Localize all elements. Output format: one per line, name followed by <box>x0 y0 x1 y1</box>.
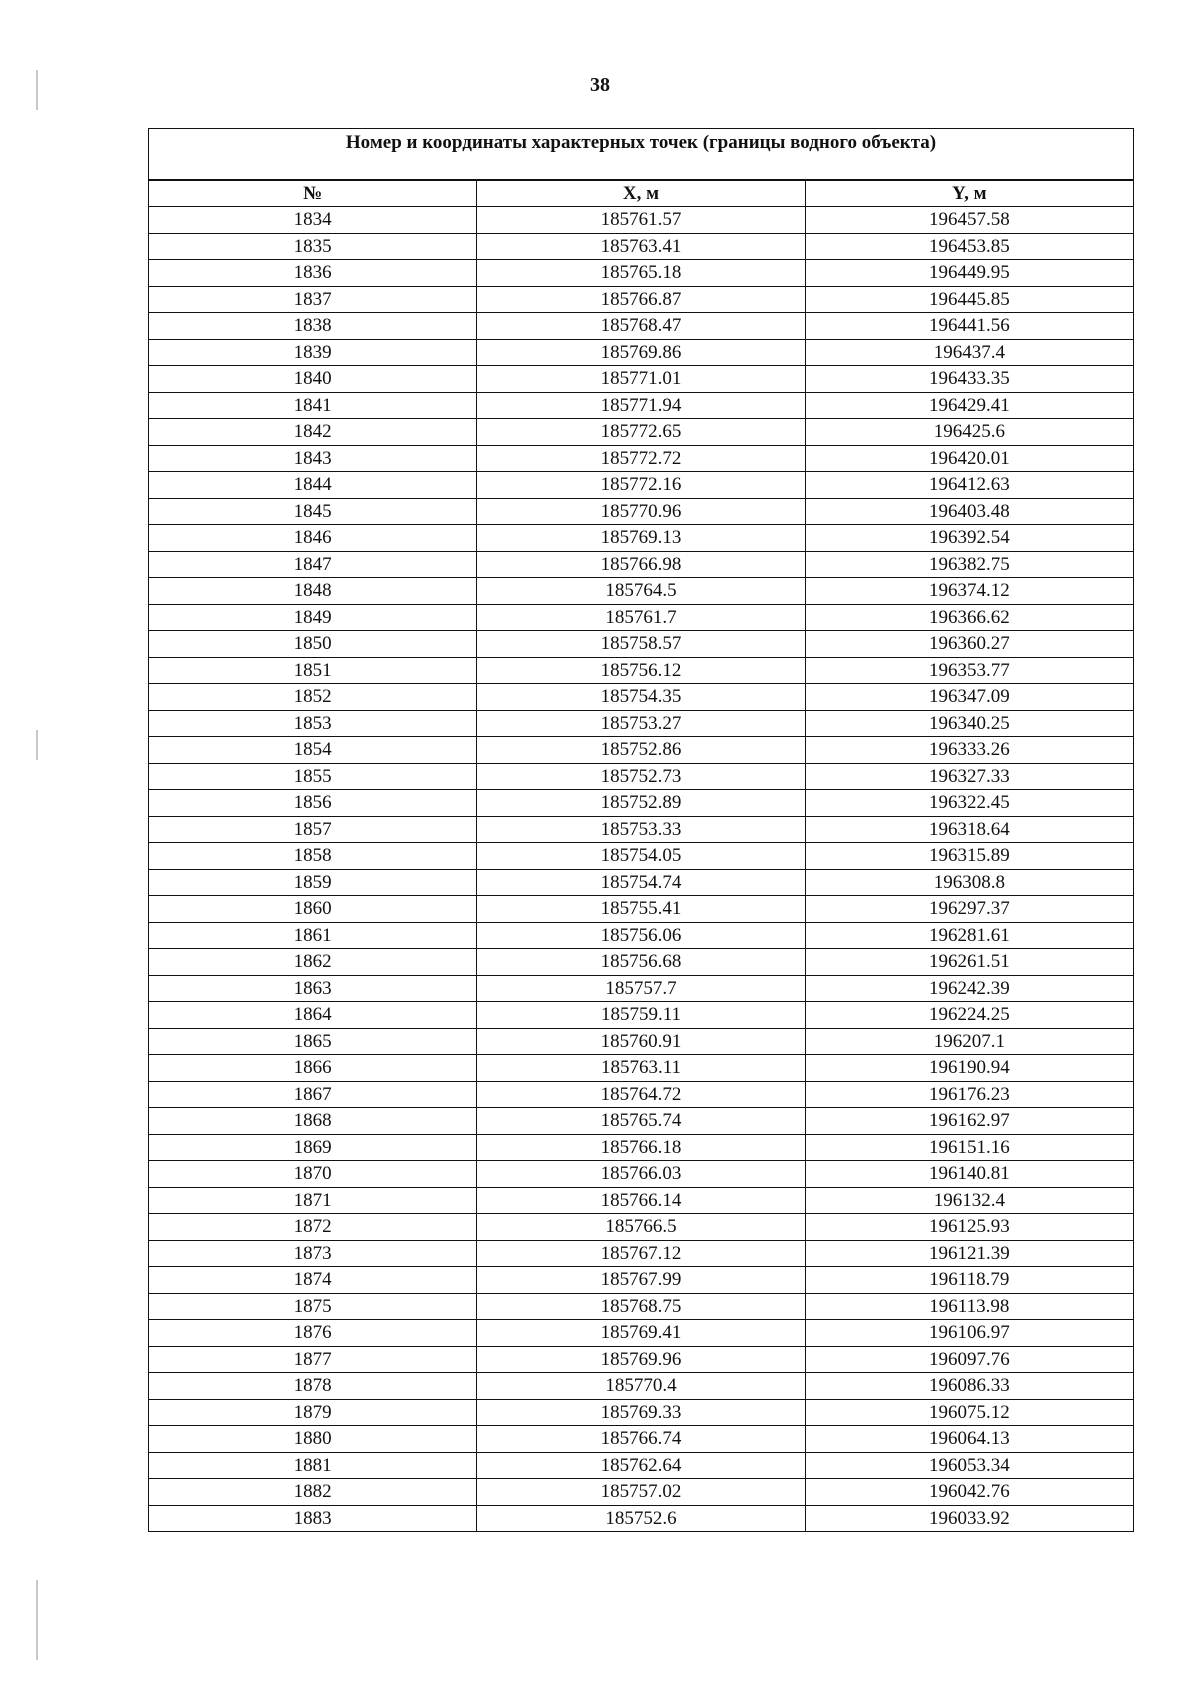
table-title: Номер и координаты характерных точек (границы водного объекта) <box>149 129 1134 181</box>
x-coordinate-cell: 185755.41 <box>477 896 805 923</box>
point-number-cell: 1876 <box>149 1320 477 1347</box>
table-row <box>149 1081 1134 1108</box>
y-coordinate-cell: 196297.37 <box>805 896 1133 923</box>
table-row <box>149 684 1134 711</box>
point-number-cell: 1846 <box>149 525 477 552</box>
y-coordinate-cell: 196437.4 <box>805 339 1133 366</box>
point-number-cell: 1881 <box>149 1452 477 1479</box>
x-coordinate-cell: 185765.18 <box>477 260 805 287</box>
y-coordinate-cell: 196360.27 <box>805 631 1133 658</box>
y-coordinate-cell: 196113.98 <box>805 1293 1133 1320</box>
x-coordinate-cell: 185756.12 <box>477 657 805 684</box>
y-coordinate-cell: 196420.01 <box>805 445 1133 472</box>
table-row <box>149 286 1134 313</box>
table-row <box>149 1267 1134 1294</box>
x-coordinate-cell: 185766.14 <box>477 1187 805 1214</box>
y-coordinate-cell: 196322.45 <box>805 790 1133 817</box>
table-row <box>149 949 1134 976</box>
scan-edge-mark-mid <box>36 730 38 760</box>
x-coordinate-cell: 185766.87 <box>477 286 805 313</box>
point-number-cell: 1866 <box>149 1055 477 1082</box>
point-number-cell: 1848 <box>149 578 477 605</box>
x-coordinate-cell: 185771.01 <box>477 366 805 393</box>
y-coordinate-cell: 196353.77 <box>805 657 1133 684</box>
table-row <box>149 975 1134 1002</box>
y-coordinate-cell: 196333.26 <box>805 737 1133 764</box>
x-coordinate-cell: 185763.41 <box>477 233 805 260</box>
y-coordinate-cell: 196176.23 <box>805 1081 1133 1108</box>
y-coordinate-cell: 196315.89 <box>805 843 1133 870</box>
y-coordinate-cell: 196429.41 <box>805 392 1133 419</box>
y-coordinate-cell: 196374.12 <box>805 578 1133 605</box>
point-number-cell: 1861 <box>149 922 477 949</box>
y-coordinate-cell: 196441.56 <box>805 313 1133 340</box>
point-number-cell: 1847 <box>149 551 477 578</box>
coordinates-table <box>148 128 1134 1532</box>
page-number: 38 <box>590 74 610 96</box>
y-coordinate-cell: 196366.62 <box>805 604 1133 631</box>
y-coordinate-cell: 196318.64 <box>805 816 1133 843</box>
x-coordinate-cell: 185770.96 <box>477 498 805 525</box>
point-number-cell: 1863 <box>149 975 477 1002</box>
column-header-y: Y, м <box>805 180 1133 207</box>
point-number-cell: 1860 <box>149 896 477 923</box>
x-coordinate-cell: 185768.47 <box>477 313 805 340</box>
point-number-cell: 1842 <box>149 419 477 446</box>
x-coordinate-cell: 185757.7 <box>477 975 805 1002</box>
y-coordinate-cell: 196125.93 <box>805 1214 1133 1241</box>
y-coordinate-cell: 196064.13 <box>805 1426 1133 1453</box>
point-number-cell: 1843 <box>149 445 477 472</box>
y-coordinate-cell: 196327.33 <box>805 763 1133 790</box>
y-coordinate-cell: 196042.76 <box>805 1479 1133 1506</box>
table-row <box>149 869 1134 896</box>
y-coordinate-cell: 196425.6 <box>805 419 1133 446</box>
x-coordinate-cell: 185753.33 <box>477 816 805 843</box>
x-coordinate-cell: 185766.5 <box>477 1214 805 1241</box>
table-row <box>149 816 1134 843</box>
y-coordinate-cell: 196097.76 <box>805 1346 1133 1373</box>
table-row <box>149 313 1134 340</box>
x-coordinate-cell: 185761.7 <box>477 604 805 631</box>
point-number-cell: 1850 <box>149 631 477 658</box>
table-row <box>149 260 1134 287</box>
y-coordinate-cell: 196162.97 <box>805 1108 1133 1135</box>
table-row <box>149 1293 1134 1320</box>
table-row <box>149 1426 1134 1453</box>
y-coordinate-cell: 196242.39 <box>805 975 1133 1002</box>
x-coordinate-cell: 185753.27 <box>477 710 805 737</box>
point-number-cell: 1871 <box>149 1187 477 1214</box>
y-coordinate-cell: 196151.16 <box>805 1134 1133 1161</box>
point-number-cell: 1851 <box>149 657 477 684</box>
column-header-number: № <box>149 180 477 207</box>
point-number-cell: 1834 <box>149 207 477 234</box>
x-coordinate-cell: 185760.91 <box>477 1028 805 1055</box>
x-coordinate-cell: 185766.18 <box>477 1134 805 1161</box>
x-coordinate-cell: 185769.13 <box>477 525 805 552</box>
x-coordinate-cell: 185769.96 <box>477 1346 805 1373</box>
x-coordinate-cell: 185769.33 <box>477 1399 805 1426</box>
point-number-cell: 1862 <box>149 949 477 976</box>
table-row <box>149 843 1134 870</box>
point-number-cell: 1853 <box>149 710 477 737</box>
x-coordinate-cell: 185768.75 <box>477 1293 805 1320</box>
point-number-cell: 1874 <box>149 1267 477 1294</box>
table-row <box>149 1134 1134 1161</box>
y-coordinate-cell: 196340.25 <box>805 710 1133 737</box>
point-number-cell: 1872 <box>149 1214 477 1241</box>
scan-edge-mark-low <box>36 1580 38 1660</box>
x-coordinate-cell: 185769.86 <box>477 339 805 366</box>
x-coordinate-cell: 185767.99 <box>477 1267 805 1294</box>
table-row <box>149 710 1134 737</box>
point-number-cell: 1869 <box>149 1134 477 1161</box>
point-number-cell: 1844 <box>149 472 477 499</box>
table-row <box>149 233 1134 260</box>
y-coordinate-cell: 196392.54 <box>805 525 1133 552</box>
point-number-cell: 1882 <box>149 1479 477 1506</box>
point-number-cell: 1868 <box>149 1108 477 1135</box>
point-number-cell: 1864 <box>149 1002 477 1029</box>
y-coordinate-cell: 196433.35 <box>805 366 1133 393</box>
point-number-cell: 1857 <box>149 816 477 843</box>
x-coordinate-cell: 185765.74 <box>477 1108 805 1135</box>
table-row <box>149 1002 1134 1029</box>
table-row <box>149 525 1134 552</box>
y-coordinate-cell: 196449.95 <box>805 260 1133 287</box>
table-row <box>149 1320 1134 1347</box>
y-coordinate-cell: 196347.09 <box>805 684 1133 711</box>
point-number-cell: 1855 <box>149 763 477 790</box>
x-coordinate-cell: 185757.02 <box>477 1479 805 1506</box>
table-row <box>149 472 1134 499</box>
x-coordinate-cell: 185766.98 <box>477 551 805 578</box>
table-row <box>149 1346 1134 1373</box>
y-coordinate-cell: 196033.92 <box>805 1505 1133 1532</box>
table-row <box>149 922 1134 949</box>
y-coordinate-cell: 196281.61 <box>805 922 1133 949</box>
x-coordinate-cell: 185764.72 <box>477 1081 805 1108</box>
point-number-cell: 1879 <box>149 1399 477 1426</box>
x-coordinate-cell: 185761.57 <box>477 207 805 234</box>
x-coordinate-cell: 185752.73 <box>477 763 805 790</box>
x-coordinate-cell: 185772.16 <box>477 472 805 499</box>
table-row <box>149 445 1134 472</box>
y-coordinate-cell: 196207.1 <box>805 1028 1133 1055</box>
table-row <box>149 657 1134 684</box>
point-number-cell: 1856 <box>149 790 477 817</box>
x-coordinate-cell: 185771.94 <box>477 392 805 419</box>
x-coordinate-cell: 185766.03 <box>477 1161 805 1188</box>
x-coordinate-cell: 185764.5 <box>477 578 805 605</box>
y-coordinate-cell: 196403.48 <box>805 498 1133 525</box>
point-number-cell: 1849 <box>149 604 477 631</box>
table-row <box>149 763 1134 790</box>
x-coordinate-cell: 185772.65 <box>477 419 805 446</box>
table-row <box>149 1108 1134 1135</box>
y-coordinate-cell: 196075.12 <box>805 1399 1133 1426</box>
x-coordinate-cell: 185756.68 <box>477 949 805 976</box>
column-header-x: X, м <box>477 180 805 207</box>
x-coordinate-cell: 185752.89 <box>477 790 805 817</box>
y-coordinate-cell: 196457.58 <box>805 207 1133 234</box>
point-number-cell: 1840 <box>149 366 477 393</box>
table-row <box>149 631 1134 658</box>
point-number-cell: 1870 <box>149 1161 477 1188</box>
x-coordinate-cell: 185767.12 <box>477 1240 805 1267</box>
point-number-cell: 1858 <box>149 843 477 870</box>
x-coordinate-cell: 185766.74 <box>477 1426 805 1453</box>
x-coordinate-cell: 185752.86 <box>477 737 805 764</box>
point-number-cell: 1838 <box>149 313 477 340</box>
table-row <box>149 790 1134 817</box>
point-number-cell: 1835 <box>149 233 477 260</box>
y-coordinate-cell: 196453.85 <box>805 233 1133 260</box>
y-coordinate-cell: 196118.79 <box>805 1267 1133 1294</box>
point-number-cell: 1837 <box>149 286 477 313</box>
table-row <box>149 1214 1134 1241</box>
point-number-cell: 1865 <box>149 1028 477 1055</box>
point-number-cell: 1859 <box>149 869 477 896</box>
table-row <box>149 1399 1134 1426</box>
x-coordinate-cell: 185769.41 <box>477 1320 805 1347</box>
point-number-cell: 1877 <box>149 1346 477 1373</box>
y-coordinate-cell: 196121.39 <box>805 1240 1133 1267</box>
table-row <box>149 1187 1134 1214</box>
point-number-cell: 1841 <box>149 392 477 419</box>
x-coordinate-cell: 185752.6 <box>477 1505 805 1532</box>
x-coordinate-cell: 185756.06 <box>477 922 805 949</box>
x-coordinate-cell: 185763.11 <box>477 1055 805 1082</box>
point-number-cell: 1883 <box>149 1505 477 1532</box>
y-coordinate-cell: 196224.25 <box>805 1002 1133 1029</box>
y-coordinate-cell: 196086.33 <box>805 1373 1133 1400</box>
point-number-cell: 1878 <box>149 1373 477 1400</box>
table-row <box>149 1373 1134 1400</box>
table-header-row <box>149 180 1134 207</box>
y-coordinate-cell: 196382.75 <box>805 551 1133 578</box>
x-coordinate-cell: 185770.4 <box>477 1373 805 1400</box>
y-coordinate-cell: 196053.34 <box>805 1452 1133 1479</box>
point-number-cell: 1845 <box>149 498 477 525</box>
x-coordinate-cell: 185772.72 <box>477 445 805 472</box>
point-number-cell: 1880 <box>149 1426 477 1453</box>
table-row <box>149 1028 1134 1055</box>
y-coordinate-cell: 196190.94 <box>805 1055 1133 1082</box>
y-coordinate-cell: 196132.4 <box>805 1187 1133 1214</box>
table-row <box>149 1479 1134 1506</box>
table-row <box>149 896 1134 923</box>
x-coordinate-cell: 185758.57 <box>477 631 805 658</box>
table-row <box>149 366 1134 393</box>
table-row <box>149 339 1134 366</box>
point-number-cell: 1873 <box>149 1240 477 1267</box>
point-number-cell: 1839 <box>149 339 477 366</box>
y-coordinate-cell: 196140.81 <box>805 1161 1133 1188</box>
table-title-row <box>149 129 1134 181</box>
point-number-cell: 1854 <box>149 737 477 764</box>
x-coordinate-cell: 185754.74 <box>477 869 805 896</box>
table-row <box>149 419 1134 446</box>
table-row <box>149 578 1134 605</box>
table-row <box>149 1505 1134 1532</box>
point-number-cell: 1867 <box>149 1081 477 1108</box>
point-number-cell: 1836 <box>149 260 477 287</box>
table-row <box>149 604 1134 631</box>
y-coordinate-cell: 196106.97 <box>805 1320 1133 1347</box>
x-coordinate-cell: 185754.35 <box>477 684 805 711</box>
y-coordinate-cell: 196445.85 <box>805 286 1133 313</box>
table-row <box>149 498 1134 525</box>
y-coordinate-cell: 196412.63 <box>805 472 1133 499</box>
x-coordinate-cell: 185759.11 <box>477 1002 805 1029</box>
y-coordinate-cell: 196261.51 <box>805 949 1133 976</box>
x-coordinate-cell: 185762.64 <box>477 1452 805 1479</box>
table-row <box>149 551 1134 578</box>
point-number-cell: 1875 <box>149 1293 477 1320</box>
y-coordinate-cell: 196308.8 <box>805 869 1133 896</box>
point-number-cell: 1852 <box>149 684 477 711</box>
table-row <box>149 392 1134 419</box>
table-row <box>149 1055 1134 1082</box>
table-row <box>149 207 1134 234</box>
table-row <box>149 1161 1134 1188</box>
table-row <box>149 737 1134 764</box>
x-coordinate-cell: 185754.05 <box>477 843 805 870</box>
table-row <box>149 1452 1134 1479</box>
table-row <box>149 1240 1134 1267</box>
table-body <box>149 207 1134 1532</box>
